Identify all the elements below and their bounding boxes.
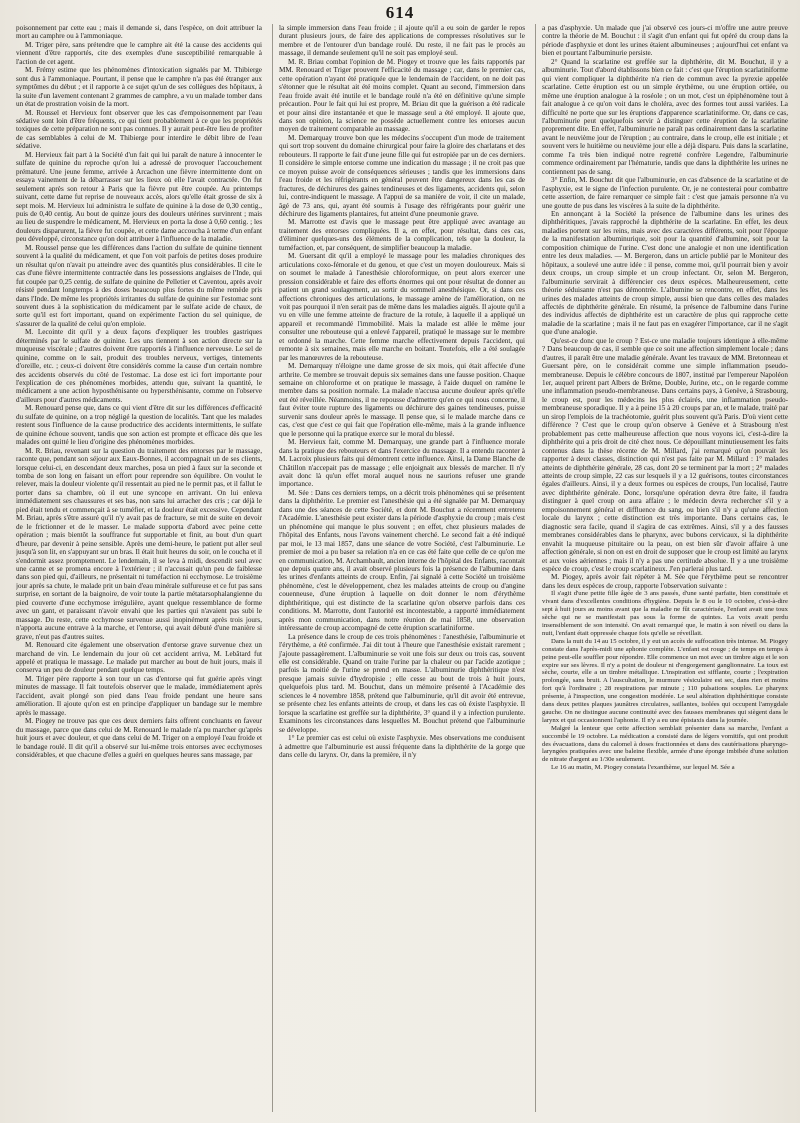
paragraph: M. Sée : Dans ces derniers temps, on a décrit trois phénomènes qui se présentent dans la diphthérite. Le premier est l'anesthésie qui a été signalée par M. Demarquay dans une des séances de cette Société, et dont M. Bouchut a récemment entretenu l'Académie. L'anesthésie peut exister dans la période d'asphyxie du croup ; mais c'est un phénomène qui manque le plus souvent ; en effet, chez plusieurs malades de l'hôpital des Enfants, nous l'avons vainement cherché. Le second fait a été indiqué par moi, le 13 mai 1857, dans une séance de votre Société, c'est l'albuminurie. Le premier de moi a pu baser sa relation n'a en ce cas été faite que celle de ce qu'on me en communication, M. Archambault, ancien interne de l'hôpital des Enfants, racontait que depuis quatre ans, il avait observé plusieurs fois la présence de l'albumine dans les urines d'enfants atteints de croup. Enfin, j'ai signalé à cette Société un troisième phénomène, c'est le développement, chez les malades atteints de croup ou d'angine couenneuse, d'une éruption à laquelle on doit donner le nom d'érythème diphthéritique, qui est distincte de la scarlatine qu'on observe parfois dans ces conditions. M. Marrotte, dont l'autorité est incontestable, a rapporté immédiatement après mon communication, dans notre réunion de mai 1858, une observation intéressante de croup accompagné de cette éruption scarlatiniforme. [279,488,525,633]
page-number: 614 [385,3,415,22]
paragraph: M. R. Briau, revenant sur la question du traitement des entorses par le massage, raconte que, pendant son séjour aux Eaux-Bonnes, il accompagnait un de ses clients, lorsque celui-ci, en descendant deux marches, posa un pied à faux sur la seconde et tomba de son long en faisant un effort pour reprendre son équilibre. On voulut le relever, mais la douleur violente qu'il ressentait au pied ne le permit pas, et il fallut le porter dans sa chambre, où il eut une syncope en arrivant. On lui enleva immédiatement ses chaussures et ses bas, non sans lui arracher des cris ; car déjà le pied était tendu et commençait à se tuméfier, et la douleur était excessive. Cependant M. Briau, après s'être assuré qu'il n'y avait pas de fracture, se mit de suite en devoir de le frictionner et de le masser. Le malade supporta d'abord avec peine cette opération ; mais bientôt la souffrance fut supportable et finit, au bout d'un quart d'heure, par devenir à peine sensible. Après une demi-heure, le patient put aller seul jusqu'à son lit, en s'appuyant sur un bras. Il était huit heures du soir, on le coucha et il s'endormit assez promptement. Le lendemain, il se leva à midi, descendit seul avec une canne et se promena encore à l'extérieur ; il n'accusait qu'un peu de faiblesse dans son pied qui, d'ailleurs, ne présentait ni tuméfaction ni ecchymose. Le troisième jour après sa chute, le malade prit un bain d'eau minérale sulfureuse et ce fut pas sans surprise, en sortant de la baignoire, de voir toute la partie métatarsophalangienne du pied couverte d'une ecchymose irrégulière, ayant quelque ressemblance de forme avec un gant, et paraissant n'avoir envahi que les parties qui n'avaient pas subi le massage. Du reste, cette ecchymose survenue aussi inopinément après trois jours, n'apporta aucune entrave à la marche, et l'entorse, qui avait débuté d'une manière si grave, n'eut pas d'autres suites. [16,446,262,641]
paragraph: M. Lecointe dit qu'il y a deux façons d'expliquer les troubles gastriques déterminés par le sulfate de quinine. Les uns tiennent à son action directe sur la muqueuse viscérale ; d'autres doivent être rapportés à l'influence nerveuse. Le sel de quinine, comme on le sait, produit des troubles nerveux, vertiges, tintements d'oreille, etc. ; ceux-ci doivent être considérés comme la cause d'un certain nombre des accidents observés du côté de l'estomac. La dose est ici fort importante pour l'explication de ces phénomènes morbides, attendu que, suivant la quantité, le médicament a une action hyposthénisante ou hypersthénisante, comme on l'observe d'ailleurs pour d'autres médicaments. [16,328,262,404]
paragraph: La présence dans le croup de ces trois phénomènes : l'anesthésie, l'albuminurie et l'érythème, a été confirmée. J'ai dit tout à l'heure que l'anesthésie existait rarement ; j'ajoute passagèrement. L'albuminurie se voit une fois sur deux ou trois cas, souvent elle est considérable. Quand on traite l'urine par la chaleur ou par l'acide azotique ; parfois la moitié de l'urine se prend en masse. L'albuminurie diphthéritique n'est presque jamais suivie d'hydropisie ; elle cesse au bout de trois à huit jours, quelquefois plus tard. M. Bouchut, dans un mémoire présenté à l'Académie des sciences le 4 novembre 1858, prétend que l'albuminurie, qu'il dit avoir été entrevue, se présente chez les enfants atteints de croup, et dans les cas où éxiste l'asphyxie. Il lorsque la scarlatine est greffée sur la diphthérite, 3° quand il y a infection purulente. Examinons les circonstances dans lesquelles M. Bouchut prétend que l'albuminurie se développe. [279,632,525,734]
paragraph: M. Piogey ne trouve pas que ces deux derniers faits offrent concluants en faveur du massage, parce que dans celui de M. Renouard le malade n'a pu marcher qu'après huit jours et avec douleur, et que dans celui de M. Triger on a employé l'eau froide et le bandage roulé. Il dit qu'il a observé sur lui-même trois entorses avec ecchymoses considérables, et que chacune d'elles a guéri en quelques heures sans massage, par [16,717,262,759]
paragraph: M. Frémy estime que les phénomènes d'intoxication signalés par M. Thibierge sont dus à l'ammoniaque. Pourtant, il pense que le camphre n'a pas été étranger aux symptômes du début ; et il rapporte à ce sujet qu'un de ses collègues des hôpitaux, à la suite d'un lavement contenant 2 grammes de camphre, a vu un malade tomber dans un état de prostration voisin de la mort. [16,66,262,109]
paragraph: M. Triger père rapporte à son tour un cas d'entorse qui fut guérie après vingt minutes de massage. Il fait toutefois observer que le malade, immédiatement après l'accident, avait plongé son pied dans l'eau froide pendant une heure sans amélioration. Il ajoute qu'on est en principe d'appliquer un bandage sur le membre après le massage. [16,674,262,717]
paragraph: M. Roussel et Hervieux font observer que les cas d'empoisonnement par l'eau sédative sont loin d'être fréquents, ce qui tient probablement à ce que les propriétés toxiques de cette préparation ne sont pas connues. Il y aurait peut-être lieu de profiter de cas semblables à celui de M. Thibierge pour interdire le débit libre de l'eau sédative. [16,108,262,151]
paragraph: poisonnement par cette eau ; mais il demande si, dans l'espèce, on doit attribuer la mort au camphre ou à l'ammoniaque. [16,24,262,41]
column-middle [272,24,525,1112]
text-columns [16,24,788,1112]
paragraph: 1° Le premier cas est celui où existe l'asphyxie. Mes observations me conduisent à admettre que l'albuminurie est aussi fréquente dans la diphthérite de la gorge que dans celle du larynx. Or, dans la première, il n'y [279,734,525,759]
paragraph: M. Demarquay trouve bon que les médecins s'occupent d'un mode de traitement qui sort trop souvent du domaine chirurgical pour faire la gloire des charlatans et des rebouteurs. Il rapporte le fait d'une jeune fille qui fut estropiée par un de ces derniers. Il considère le simple entorse comme une indication du massage ; il ne croit pas que ce moyen puisse avoir de conséquences sérieuses ; tandis que les immersions dans l'eau froide et les réfrigérants en général peuvent être dangereux dans les cas de fractures, de déchirures des gaines tendineuses et des ligaments, accidents qui, selon lui, contre-indiquent le massage. A l'appui de sa manière de voir, il cite un malade, âgé de 73 ans, qui, ayant été soumis à l'usage des réfrigérants pour guérir une déchirure des ligaments plantaires, fut atteint d'une pneumonie grave. [279,133,525,218]
paragraph: Il s'agit d'une petite fille âgée de 3 ans passés, d'une santé parfaite, bien constituée et vivant dans d'excellentes conditions d'hygiène. Depuis le 8 ou le 10 octobre, c'est-à-dire sept à huit jours au moins avant que la maladie ne fût caractérisée, l'enfant avait une toux sèche qui ne se manifestait pas sous la forme de quintes. La voix avait perdu insensiblement de son intensité. On avait remarqué que, le matin à son réveil ou dans la nuit, l'enfant était oppressée chaque fois qu'elle se réveillait. [542,590,788,637]
paragraph: Malgré la lenteur que cette affection semblait présenter dans sa marche, l'enfant a succombé le 19 octobre. La médication a consisté dans de légers vomitifs, qui ont produit des évacuations, dans du calomel à doses fractionnées et dans des cautérisations pharyngo-laryngées pratiquées avec une baleine flexible, armée d'une éponge imbibée d'une solution de nitrate d'argent au 1/30e seulement. [542,724,788,764]
column-right [535,24,788,1112]
paragraph: Dans la nuit du 14 au 15 octobre, il y eut un accès de suffocation très intense. M. Piogey constate dans l'après-midi une aphonie complète. L'enfant est rouge ; de temps en temps à peine peut-elle souffler pour répondre. Elle commence un mot avec un timbre aigu et le son expire sur ses lèvres. Il n'y a point de douleur ni d'engorgement ganglionnaire. La toux est sèche, courte, elle a un timbre métallique. L'inspiration est sifflante, courte ; l'expiration prolongée, sans bruit. A l'auscultation, le murmure vésiculaire est sec, dans rien et moins fort qu'à l'ordinaire ; 28 respirations par minute ; 110 pulsations souples. Le pharynx présente, à l'inspection, une congestion modérée. Le seul altération diphthéritique consiste dans deux petites plaques jaunâtres circulaires, saillantes, isolées qui occupent l'amygdale gauche. On ne distingue aucune continuité avec des fausses membranes qui siègent dans le larynx et qui occasionnent l'aphonie. Il n'y a eu une épistaxis dans la journée. [542,637,788,724]
paragraph: M. Hervieux fait part à la Société d'un fait qui lui paraît de nature à innocenter le sulfate de quinine du reproche qu'on lui a adressé de provoquer l'accouchement prématuré. Une jeune femme, arrivée à Arcachon une fièvre intermittente dont on essaya vainement de la débarrasser sur les lieux où elle l'avait contractée. On fut seulement après son retour à Paris que la fièvre put être coupée. Au printemps suivant, cette dame fut reprise de nouveaux accès, alors qu'elle était grosse de six à sept mois. M. Hervieux lui administra le sulfate de quinine à la dose de 0,30 centig., puis de 0,40 centig. Au bout de quinze jours des douleurs utérines survinrent ; mais au lieu de suspendre le médicament, M. Hervieux en porta la dose à 0,60 centig. ; les douleurs disparurent, la fièvre fut coupée, et cette dame accoucha à terme d'un enfant peu développé, circonstance qu'on doit attribuer à l'influence de la maladie. [16,150,262,244]
paragraph: Le 16 au matin, M. Piogey constata l'exanthème, sur lequel M. Sée a [551,764,735,772]
paragraph: M. Hervieux fait, comme M. Demarquay, une grande part à l'influence morale dans la pratique des rebouteurs et dans l'exercice du massage. Il a entendu raconter à M. Lacroix plusieurs faits qui démontrent cette influence. Ainsi, la Dame Blanche de Châtillon n'accepait pas de massage ; elle enjoignait aux blessés de marcher. Il n'y avait donc là qu'un effet moral auquel nous ne saurions refuser une grande importance. [279,438,525,489]
paragraph: M. Triger père, sans prétendre que le camphre ait été la cause des accidents qui viennent d'être rapportés, cite des exemples d'une susceptibilité remarquable à l'action de cet agent. [16,40,262,66]
paragraph: M. Roussel pense que les différences dans l'action du sulfate de quinine tiennent souvent à la qualité du médicament, et que l'on voit parfois de petites doses produire un résultat qu'on n'avait pu atteindre avec des quantités plus considérables. Il cite le cas d'une fièvre intermittente contractée dans les possessions anglaises de l'Inde, qui fut coupée par 0,25 centig. de sulfate de quinine de Pelletier et Caventou, après avoir résisté pendant longtemps à des doses beaucoup plus fortes du même remède pris dans l'Inde. De même les propriétés irritantes du sulfate de quinine sur l'estomac sont souvent dues à la sophistication du médicament par le sulfate acide de chaux, de sorte qu'il est fort important, quand on expérimente l'action du sel quinique, de s'assurer de la qualité de celui qu'on emploie. [16,243,262,328]
paragraph: M. Guersant dit qu'il a employé le massage pour les maladies chroniques des articulations coxo-fémorale et du genou, et que c'est un moyen douloureux. Mais si on soumet le malade à l'anesthésie chloroformique, on peut alors exercer une pression considérable et faire des efforts énormes qui ont pour résultat de donner au patient un grand soulagement, au sortir du sommeil anesthésique. Or, si dans ces affections chroniques des articulations, le massage amène de l'amélioration, on ne voit pas pourquoi il n'en serait pas de même dans les maladies aiguës. Il ajoute qu'il a vu en ville une femme atteinte de fracture de la rotule, à laquelle il a appliqué un appareil et recommandé l'immobilité. Mais la malade est allée le même jour consulter une rebouteuse qui a enlevé l'appareil, pratiqué le massage sur le membre et ordonné la marche. Cette femme marche effectivement depuis l'accident, qui remonte à six semaines, mais elle marche en boitant. Toutefois, elle a été soulagée par les manœuvres de la rebouteuse. [279,252,525,362]
paragraph: 3° Enfin, M. Bouchut dit que l'albuminurie, en cas d'absence de la scarlatine et de l'asphyxie, est le signe de l'infection purulente. Or, je ne contesterai pour combattre cette assertion, de faire remarquer ce simple fait : c'est que jamais personne n'a vu une goutte de pus dans les viscères à la suite de la diphthérite. [542,176,788,210]
paragraph: a pas d'asphyxie. Un malade que j'ai observé ces jours-ci m'offre une autre preuve contre la théorie de M. Bouchut : il s'agit d'un enfant qui fut opéré du croup dans la période d'asphyxie et dont les urines étaient albumineuses ; aujourd'hui cet enfant va bien et pourtant l'albuminurie persiste. [542,24,788,58]
paragraph: la simple immersion dans l'eau froide ; il ajoute qu'il a eu soin de garder le repos durant plusieurs jours, de faire des applications de compresses résolutives sur le membre et de l'entourer d'un bandage roulé. Du reste, il ne fait pas le procès au massage, il demande seulement qu'il ne soit pas employé seul. [279,24,525,58]
paragraph: En annonçant à la Société la présence de l'albumine dans les urines des diphthéritiques, j'avais rapproché la diphthérite de la scarlatine. En effet, les deux maladies portent sur les reins, mais avec des caractères différents, soit pour l'époque de la manifestation albuminurique, soit pour la quantité d'albumine, soit pour la composition chimique de l'urine. C'est donc une analogie et non une identification entre les deux maladies. — M. Bergeron, dans un article publié par le Moniteur des hôpitaux, a soulevé une autre idée : il pense, comme moi, qu'il pourrait bien y avoir deux croups, un croup simple et un croup infectant. Or, selon M. Bergeron, l'albuminurie servirait à différencier ces deux espèces. Malheureusement, cette théorie séduisante n'est pas démontrée. L'albumine se rencontre, en effet, dans les urines des malades atteints de croup simple, aussi bien que dans celles des malades affectés de diphthérite générale. En résumé, la présence de l'albumine dans l'urine des individus affectés de diphthérite est un caractère de plus qui rapproche cette maladie de la scarlatine ; mais il ne faut pas en exagérer l'importance, car il ne s'agit que d'une analogie. [542,209,788,337]
column-left [16,24,262,1112]
paragraph: 2° Quand la scarlatine est greffée sur la diphthérite, dit M. Bouchut, il y a albuminurie. Tout d'abord établissons bien ce fait : c'est que l'éruption scarlatiniforme qui vient compliquer la diphthérite n'a rien de commun avec la pyrexie appelée scarlatine. Cette éruption est ou un simple érythème, ou une éruption ortiée, ou même une éruption analogue à la roséole ; on un mot, c'est un épiphénomène tout à fait analogue à ce qu'on voit dans le choléra, avec des formes tout aussi variées. La difficulté ne porte que sur les éruptions d'apparence scarlatiniforme. Or, dans ce cas, l'albuminurie peut quelquefois servir à distinguer cette éruption de la scarlatine proprement dite. En effet, l'albuminurie ne paraît pas ordinairement dans la scarlatine avant le neuvième jour de l'éruption ; au contraire, dans le croup, elle est initiale ; et souvent vers le huitième ou neuvième jour elle a déjà disparu. Puis dans la scarlatine, comme l'a très bien indiqué notre regretté confrère Legendre, l'albuminurie commence ordinairement par l'hématurie, tandis que dans la diphthérite les urines ne contiennent pas de sang. [542,57,788,176]
paragraph: Qu'est-ce donc que le croup ? Est-ce une maladie toujours identique à elle-même ? Dans beaucoup de cas, il semble que ce soit une affection simplement locale ; dans d'autres, il paraît être une maladie générale. Avant les travaux de MM. Bretonneau et Guersant père, on le considérait comme une simple inflammation pseudo-membraneuse. Depuis le célèbre concours de 1807, institué par l'empereur Napoléon 1er, auquel prirent part Albers de Brême, Double, Jurine, etc., on le regarde comme une inflammation pseudo-membraneuse. Dans certains pays, à Genève, à Strasbourg, le croup est, pour les médecins les plus éclairés, une inflammation pseudo-membraneuse sporadique. Il y a à peine 15 à 20 croups par an, et le malade, traité par un sirop l'emplois de la trachéotomie, guérit plus souvent qu'à Paris. D'où vient cette différence ? C'est que le croup qu'on observe à Genève et à Strasbourg n'est probablement pas cette malheureuse affection que nous voyons ici, c'est-à-dire la diphthérite qui a pris droit de cité chez nous. Ce dépouillant minutieusement les faits contenus dans la thèse récente de M. Millard, j'ai remarqué qu'on pouvait les rapporter à deux classes, distinction qui n'est pas faite par M. Millard : 1° malades atteints de diphthérite générale, 28 cas, dont 20 se terminent par la mort ; 2° malades atteints de croup simple, 22 cas sur lesquels il y a 12 guérisons, toutes circonstances égales d'ailleurs. Ainsi, il y a deux formes ou espèces de croups, l'un localisé, l'autre avec diphthérite générale. Donc, lorsqu'une opération devra être faite, il faudra distinguer à quel croup on aura affaire ; le médecin devra rechercher s'il y a empoisonnement général et diffluence du sang, ou bien s'il n'y a qu'une affection locale du larynx ; cette distinction est très importante. Dans certains cas, le diagnostic sera facile, quand il s'agira de cas extrêmes. Ainsi, s'il y a des fausses membranes considérables dans le pharynx, avec bubons cervicaux, si la diphthérite envahit la muqueuse pituitaire ou la peau, on est bien sûr d'avoir affaire à une affection générale, si non on est en droit de supposer que le croup est limité au larynx et aux voies aériennes ; mais il n'y a pas une certitude absolue. Il y a une troisième espèce de croup, c'est le croup scarlatineux. J'en parlerai plus tard. [542,336,788,573]
paragraph: M. Marrotte est d'avis que le massage peut être appliqué avec avantage au traitement des entorses compliquées. Il a, en effet, pour résultat, dans ces cas, d'éliminer quelques-uns des éléments de la complication, tels que la douleur, la tuméfaction, et, par conséquent, de simplifier beaucoup la maladie. [279,218,525,252]
paragraph: M. Renouard cite également une observation d'entorse grave survenue chez un marchand de vin. Le lendemain du jour où cet accident arriva, M. Lebâtard fut appelé et pratiqua le massage. Le malade put marcher au bout de huit jours, mais il conserva un peu de douleur pendant quelque temps. [16,641,262,675]
paragraph: M. Demarquay n'éloigne une dame grosse de six mois, qui était affectée d'une arthrite. Ce membre se trouvait depuis six semaines dans une fausse position. Chaque semaine on chloroforme et on pratique le massage, à l'aide duquel on ramène le membre dans sa position normale. La malade n'accusa aucune douleur après qu'elle eut été réveillée. Néanmoins, il ne repousse d'admettre qu'en ce qui nous concerne, il faut éviter toute rupture des ligaments ou déchirure des gaines tendineuses, puisse survenir sans douleur après le massage. Il pense que, si le malade marche dans ce cas, c'est que c'est ce qui fait que l'opération elle-même, mais à la grande influence que le personne qui la pratique exerce sur le moral du blessé. [279,362,525,438]
paragraph: M. Piogey, après avoir fait répéter à M. Sée que l'érythème peut se rencontrer dans les deux espèces de croup, rapporte l'observation suivante : [542,573,788,590]
paragraph: M. R. Briau combat l'opinion de M. Piogey et trouve que les faits rapportés par MM. Renouard et Triger prouvent l'efficacité du massage ; car, dans le premier cas, cette opération n'ayant été pratiquée que le lendemain de l'accident, on ne doit pas s'étonner que le résultat ait été moins complet. Quant au second, l'immersion dans l'eau froide avait été inutile et le bandage roulé n'a été en définitive qu'une simple précaution. Pour le fait qui lui est propre, M. Briau dit que la guérison a été radicale et pour ainsi dire instantanée et que le massage seul a été employé. Il ajoute que, dans son opinion, la science ne possède actuellement contre les entorses aucun moyen de traitement comparable au massage. [279,57,525,134]
paragraph: M. Renouard pense que, dans ce qui vient d'être dit sur les différences d'efficacité du sulfate de quinine, on a trop négligé la question de localités. Tant que les malades restent sous l'influence de la cause productrice des accidents intermittents, le sulfate de quinine échoue souvent, tandis que son action est prompte et efficace dès que les malades ont quitté le lieu d'origine des phénomènes morbides. [16,404,262,447]
